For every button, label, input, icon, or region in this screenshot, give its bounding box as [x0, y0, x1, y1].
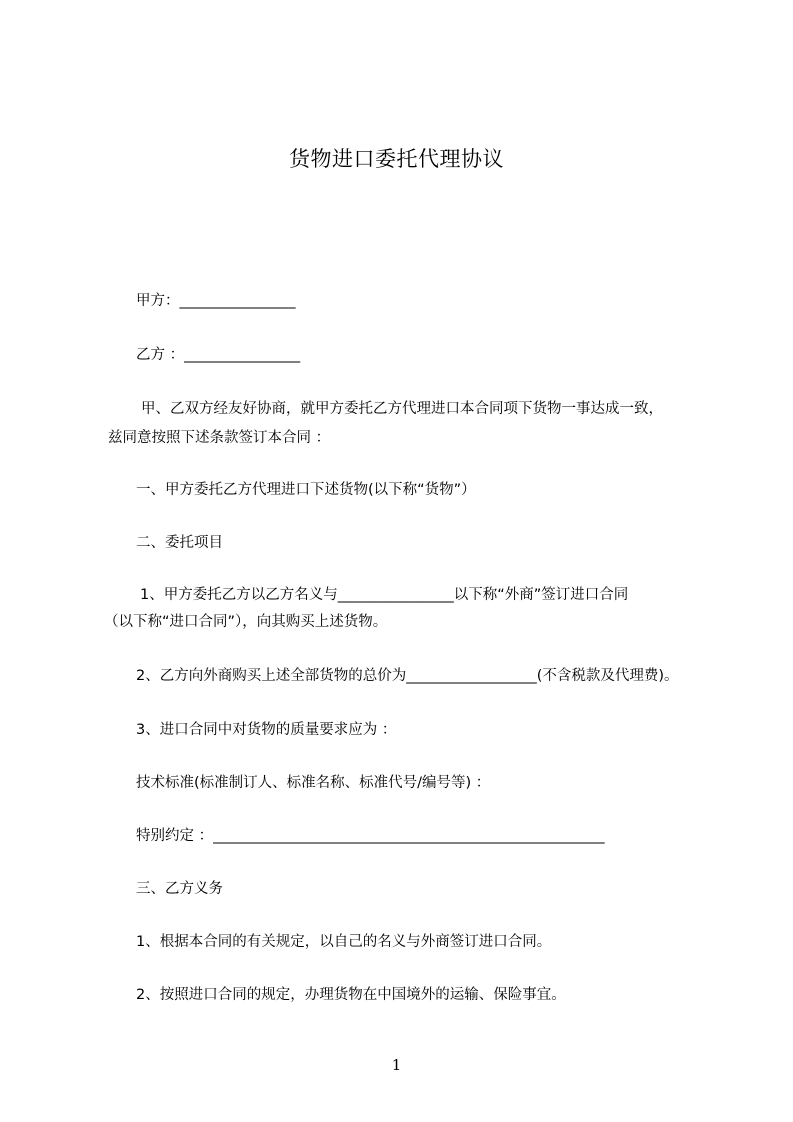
- party-b-line: 乙方 ：________________: [136, 347, 301, 363]
- page-number: 1: [391, 1056, 402, 1074]
- item-1-line-1: 1、甲方委托乙方以乙方名义与________________以下称“外商”签订进口合同: [140, 587, 629, 603]
- party-a-line: 甲方：________________: [136, 293, 296, 309]
- document-title: 货物进口委托代理协议: [289, 147, 504, 171]
- section-1-heading: 一、甲方委托乙方代理进口下述货物(以下称“货物”）: [136, 482, 476, 498]
- special-terms-line: 特别约定 ：______________________________________________________: [136, 828, 605, 844]
- item-1-line-2: （以下称“进口合同”），向其购买上述货物。: [104, 614, 388, 630]
- technical-standard-line: 技术标准(标准制订人、标准名称、标准代号/编号等) ：: [136, 775, 491, 791]
- intro-paragraph-line-2: 兹同意按照下述条款签订本合同 ：: [108, 430, 331, 446]
- duty-2-line: 2、按照进口合同的规定，办理货物在中国境外的运输、保险事宜。: [136, 987, 566, 1003]
- item-3-line: 3、进口合同中对货物的质量要求应为 ：: [136, 722, 397, 738]
- item-2-line: 2、乙方向外商购买上述全部货物的总价为__________________(不含税款及代理费)。: [136, 668, 679, 684]
- section-3-heading: 三、乙方义务: [136, 881, 223, 897]
- section-2-heading: 二、委托项目: [136, 535, 223, 551]
- intro-paragraph-line-1: 甲、乙双方经友好协商，就甲方委托乙方代理进口本合同项下货物一事达成一致，: [141, 401, 663, 417]
- duty-1-line: 1、根据本合同的有关规定，以自己的名义与外商签订进口合同。: [136, 934, 552, 950]
